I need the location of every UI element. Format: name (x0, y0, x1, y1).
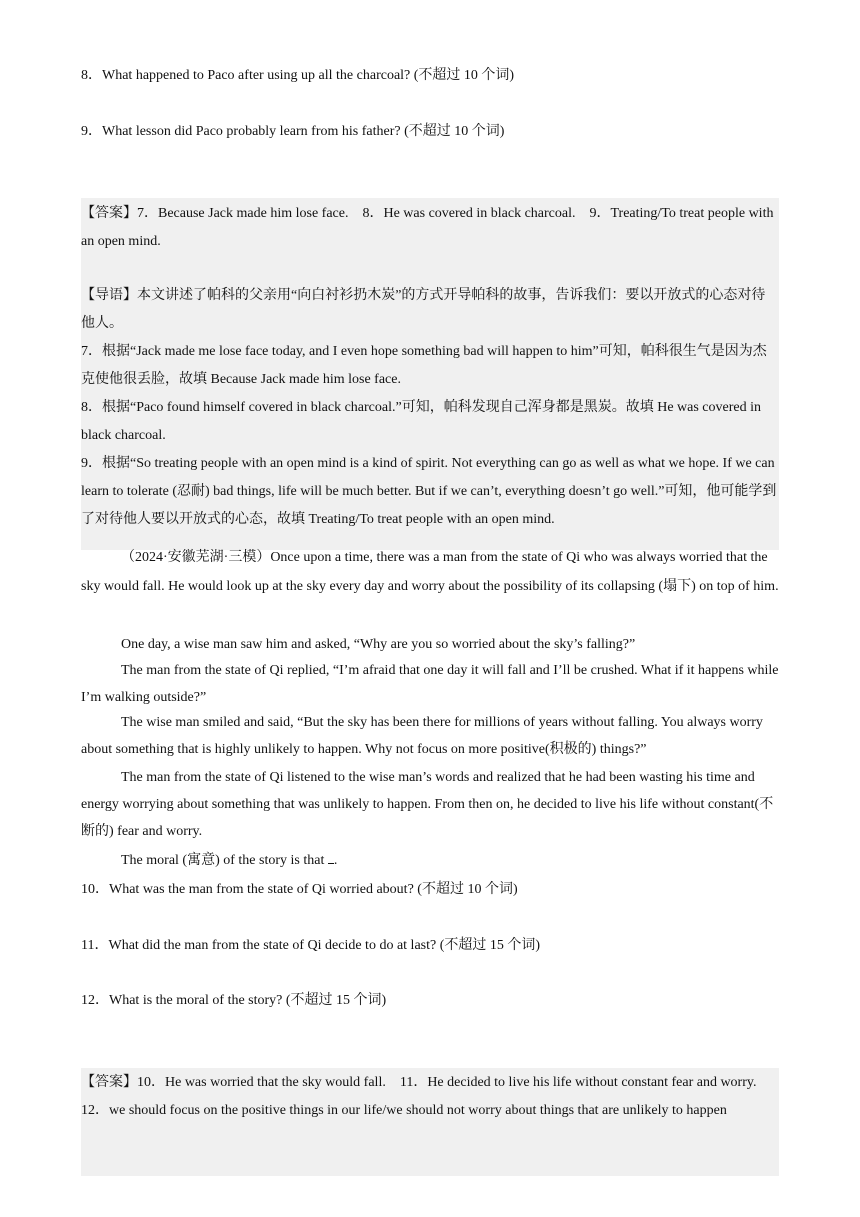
answer-box-2 (81, 1068, 779, 1176)
story-paragraph-4: The wise man smiled and said, “But the sky has been there for millions of years without falling. You always worry about something that is highly unlikely to happen. Why not focus on more positive(积极的) things?” (81, 715, 763, 757)
explanation-8: 8．根据“Paco found himself covered in black charcoal.”可知，帕科发现自己浑身都是黑炭。故填 He was covered in black charcoal. (81, 400, 762, 443)
answer-box-1 (81, 198, 779, 550)
guide-text: 【导语】本文讲述了帕科的父亲用“向白衬衫扔木炭”的方式开导帕科的故事，告诉我们：要以开放式的心态对待他人。 (81, 288, 766, 331)
explanation-9: 9．根据“So treating people with an open mind is a kind of spirit. Not everything can go as well as what we hope. If we can learn to tolerate (忍耐) bad things, life will be much better. But if we can’t, everything doesn’t go well.”可知，他可能学到了对待他人要以开放式的心态，故填 Treating/To treat people with an open mind. (81, 456, 777, 527)
question-12: 12．What is the moral of the story? (不超过 15 个词) (81, 993, 387, 1008)
story-moral-line: The moral (寓意) of the story is that . (121, 853, 338, 868)
story-paragraph-2: One day, a wise man saw him and asked, “Why are you so worried about the sky’s falling?” (121, 637, 636, 652)
question-8: 8．What happened to Paco after using up all the charcoal? (不超过 10 个词) (81, 68, 515, 83)
story-paragraph-1: （2024·安徽芜湖·三模）Once upon a time, there was a man from the state of Qi who was always worried that the sky would fall. He would look up at the sky every day and worry about the possibility of its collapsing (塌下) on top of him. (81, 550, 779, 594)
story-paragraph-5: The man from the state of Qi listened to the wise man’s words and realized that he had been wasting his time and energy worrying about something that was unlikely to happen. From then on, he decided to live his life without constant(不断的) fear and worry. (81, 770, 774, 839)
question-9: 9．What lesson did Paco probably learn from his father? (不超过 10 个词) (81, 124, 505, 139)
explanation-7: 7．根据“Jack made me lose face today, and I even hope something bad will happen to him”可知，帕科很生气是因为杰克使他很丢脸，故填 Because Jack made him lose face. (81, 344, 767, 387)
answer-7-9: 【答案】7．Because Jack made him lose face. 8．He was covered in black charcoal. 9．Treating/To treat people with an open mind. (81, 206, 774, 249)
question-10: 10．What was the man from the state of Qi worried about? (不超过 10 个词) (81, 882, 518, 897)
answer-10-12: 【答案】10．He was worried that the sky would fall. 11．He decided to live his life without constant fear and worry. 12．we should focus on the positive things in our life/we should not worry about things that are unlikely to happen (81, 1075, 771, 1118)
question-11: 11．What did the man from the state of Qi decide to do at last? (不超过 15 个词) (81, 938, 541, 953)
story-paragraph-3: The man from the state of Qi replied, “I’m afraid that one day it will fall and I’ll be crushed. What if it happens while I’m walking outside?” (81, 663, 779, 705)
